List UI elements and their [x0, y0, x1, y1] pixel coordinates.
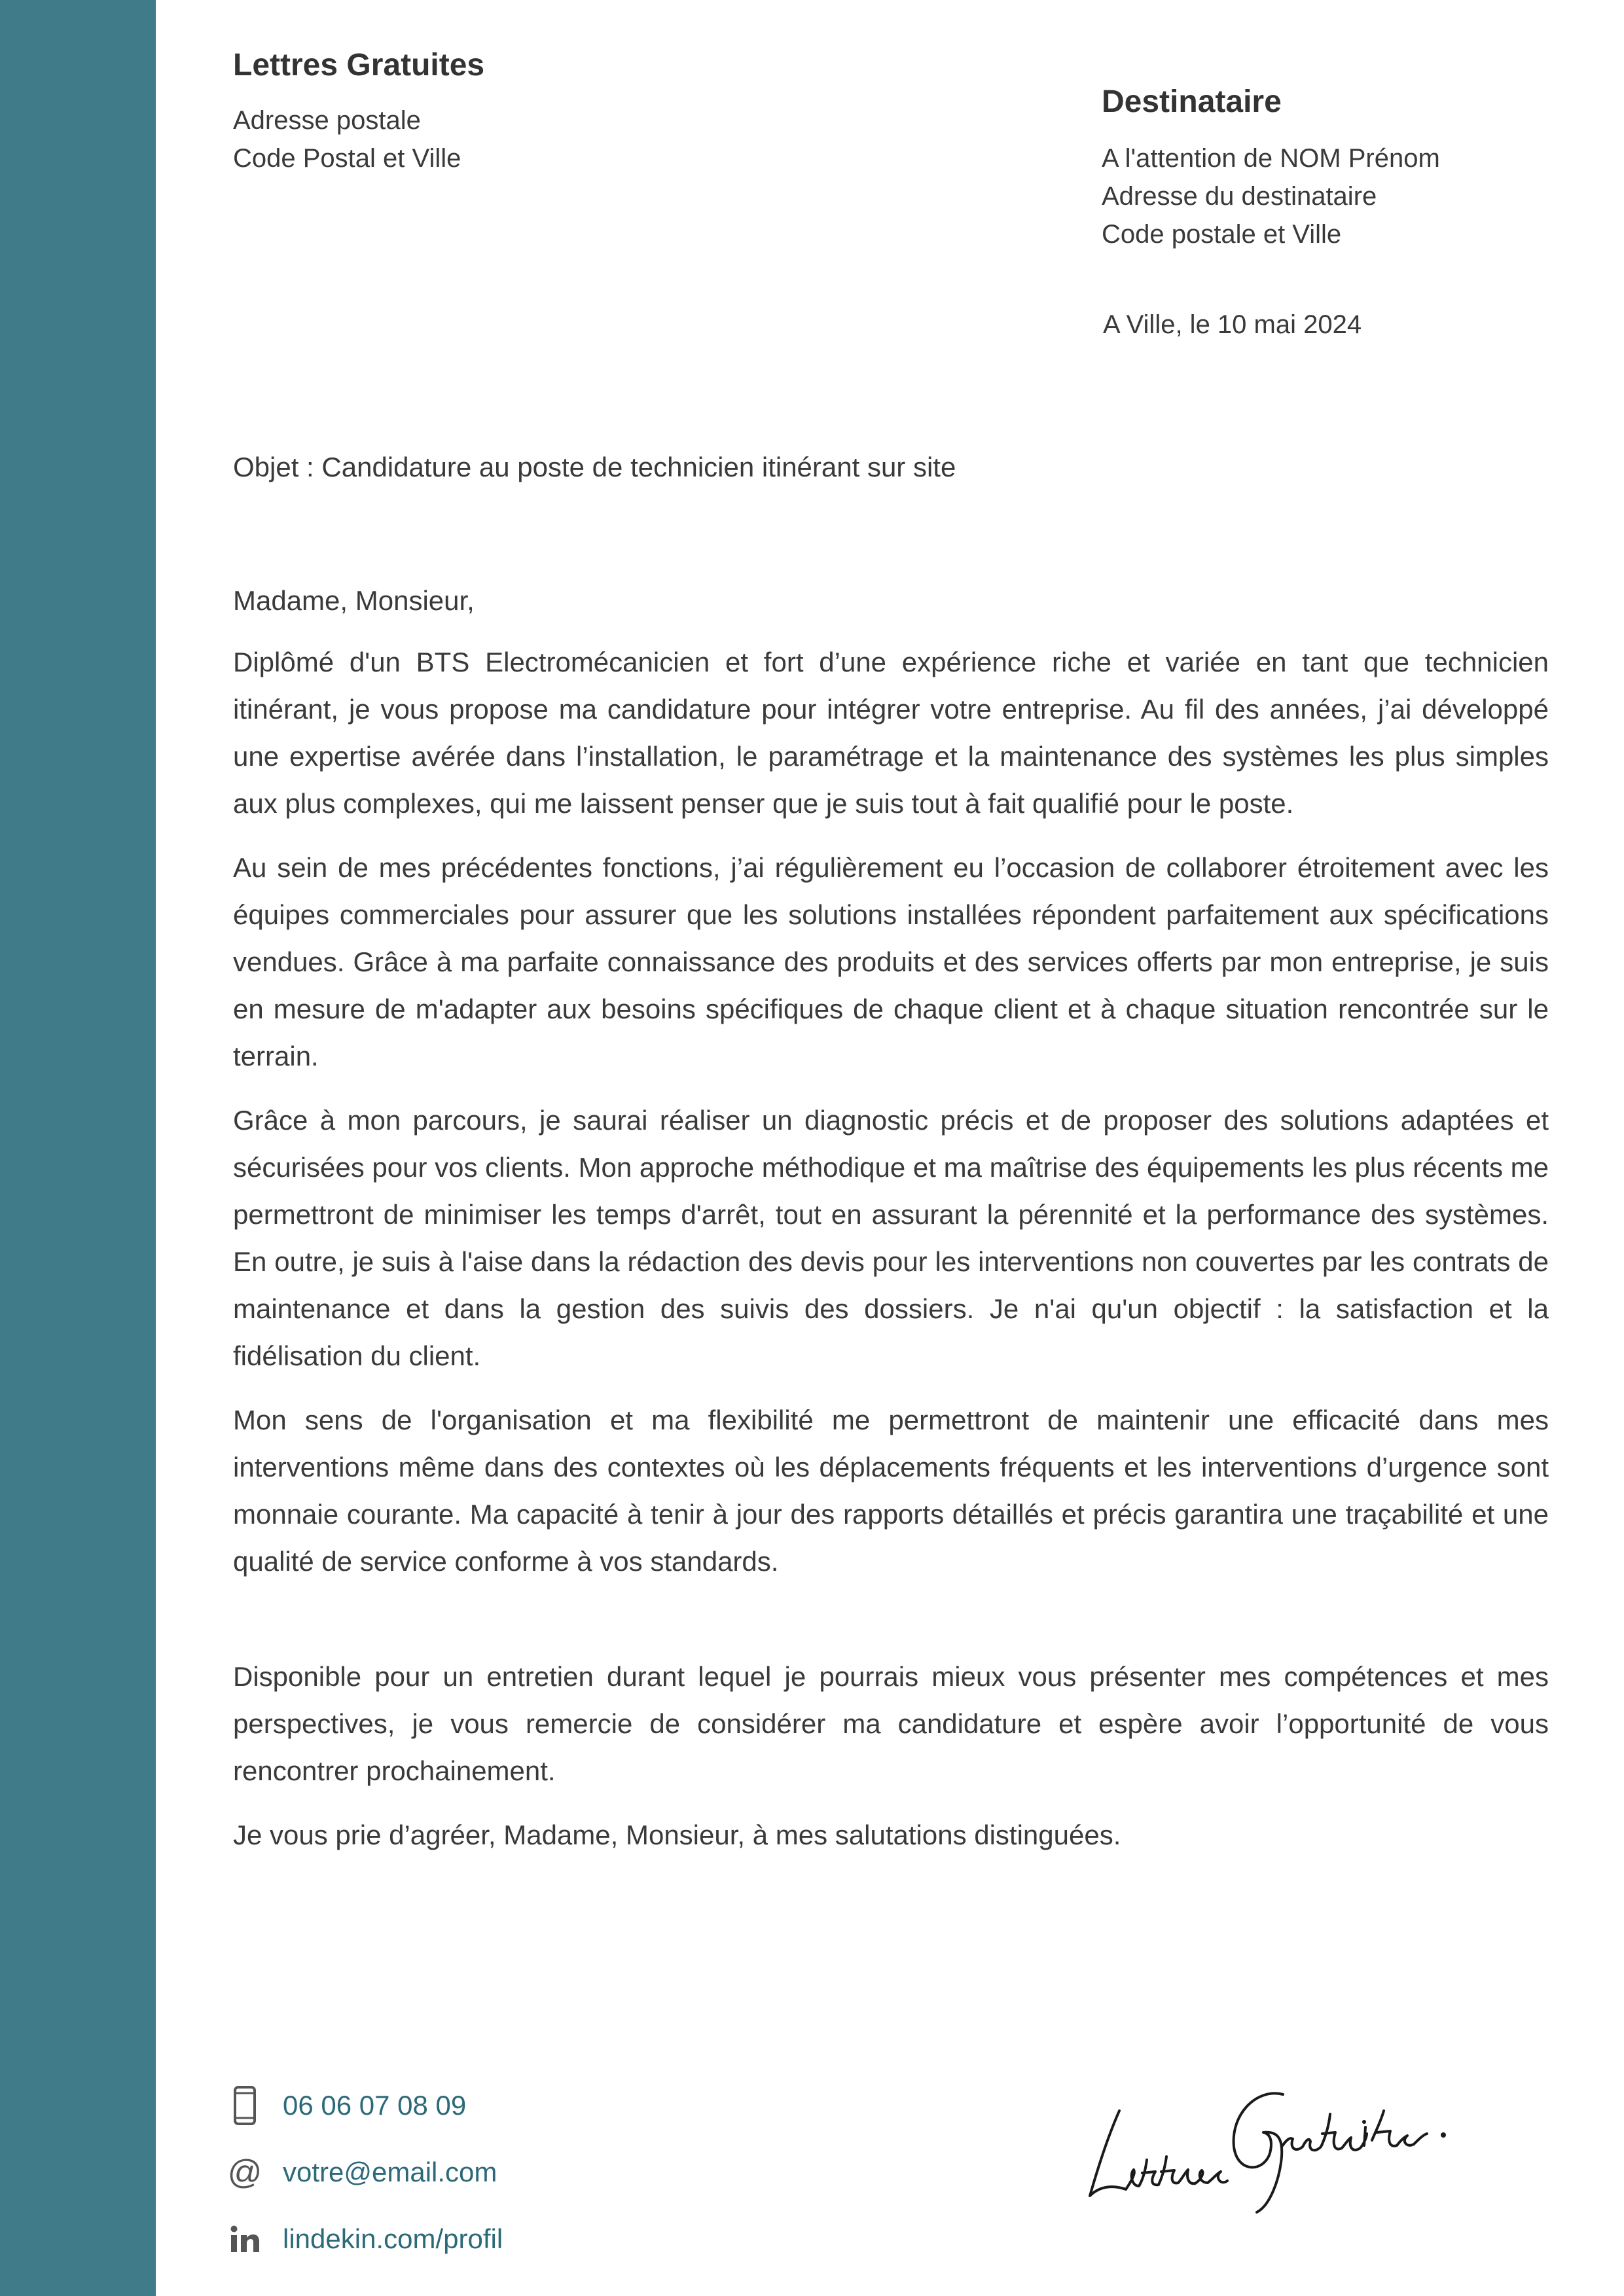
recipient-title: Destinataire: [1102, 84, 1282, 119]
closing-formula: Je vous prie d’agréer, Madame, Monsieur, à mes salutations distinguées.: [233, 1820, 1121, 1850]
phone-icon: [229, 2085, 261, 2126]
paragraph-4: Mon sens de l'organisation et ma flexibilité me permettront de maintenir une efficacité dans mes interventions même dans des contextes où les déplacements fréquents et les interventions d’urgence sont monnaie courante. Ma capacité à tenir à jour des rapports détaillés et précis garantira une traçabilité et une qualité de service conforme à vos standards.: [233, 1405, 1549, 1577]
letter-date: A Ville, le 10 mai 2024: [1103, 310, 1362, 339]
recipient-attention: A l'attention de NOM Prénom: [1102, 144, 1440, 173]
recipient-address: Adresse du destinataire: [1102, 182, 1377, 211]
at-sign-icon: @: [227, 2153, 262, 2191]
paragraph-1: Diplômé d'un BTS Electromécanicien et fort d’une expérience riche et variée en tant que technicien itinérant, je vous propose ma candidature pour intégrer votre entreprise. Au fil des années, j’ai développé une expertise avérée dans l’installation, le paramétrage et la maintenance des systèmes les plus simples aux plus complexes, qui me laissent penser que je suis tout à fait qualifié pour le poste.: [233, 647, 1549, 819]
contact-phone: [229, 2085, 503, 2126]
paragraph-3: Grâce à mon parcours, je saurai réaliser un diagnostic précis et de proposer des solutions adaptées et sécurisées pour vos clients. Mon approche méthodique et ma maîtrise des équipements les plus récents me permettront de minimiser les temps d'arrêt, tout en assurant la pérennité et la performance des systèmes. En outre, je suis à l'aise dans la rédaction des devis pour les interventions non couvertes par les contrats de maintenance et dans la gestion des suivis des dossiers. Je n'ai qu'un objectif : la satisfaction et la fidélisation du client.: [233, 1105, 1549, 1371]
sender-block: [233, 47, 484, 177]
letter-body: [233, 577, 1549, 1876]
recipient-city: Code postale et Ville: [1102, 220, 1342, 249]
contact-block: [229, 2085, 503, 2285]
linkedin-url[interactable]: lindekin.com/profil: [283, 2223, 503, 2254]
contact-email: [229, 2151, 503, 2193]
salutation: Madame, Monsieur,: [233, 585, 475, 616]
sidebar-band: [0, 0, 156, 2296]
linkedin-icon: [229, 2218, 261, 2260]
recipient-block: [1102, 84, 1440, 253]
sender-city: Code Postal et Ville: [233, 144, 461, 173]
contact-linkedin: [229, 2218, 503, 2260]
email-address[interactable]: votre@email.com: [283, 2157, 497, 2187]
sender-name: Lettres Gratuites: [233, 48, 485, 82]
paragraph-5: Disponible pour un entretien durant lequel je pourrais mieux vous présenter mes compétences et mes perspectives, je vous remercie de considérer ma candidature et espère avoir l’opportunité de vous rencontrer prochainement.: [233, 1661, 1549, 1786]
phone-number[interactable]: 06 06 07 08 09: [283, 2090, 467, 2121]
letter-subject: Objet : Candidature au poste de technicien itinérant sur site: [233, 452, 956, 482]
handwritten-signature: [1074, 2049, 1466, 2219]
paragraph-2: Au sein de mes précédentes fonctions, j’ai régulièrement eu l’occasion de collaborer étroitement avec les équipes commerciales pour assurer que les solutions installées répondent parfaitement aux spécifications vendues. Grâce à ma parfaite connaissance des produits et des services offerts par mon entreprise, je suis en mesure de m'adapter aux besoins spécifiques de chaque client et à chaque situation rencontrée sur le terrain.: [233, 852, 1549, 1071]
sender-address: Adresse postale: [233, 106, 421, 135]
